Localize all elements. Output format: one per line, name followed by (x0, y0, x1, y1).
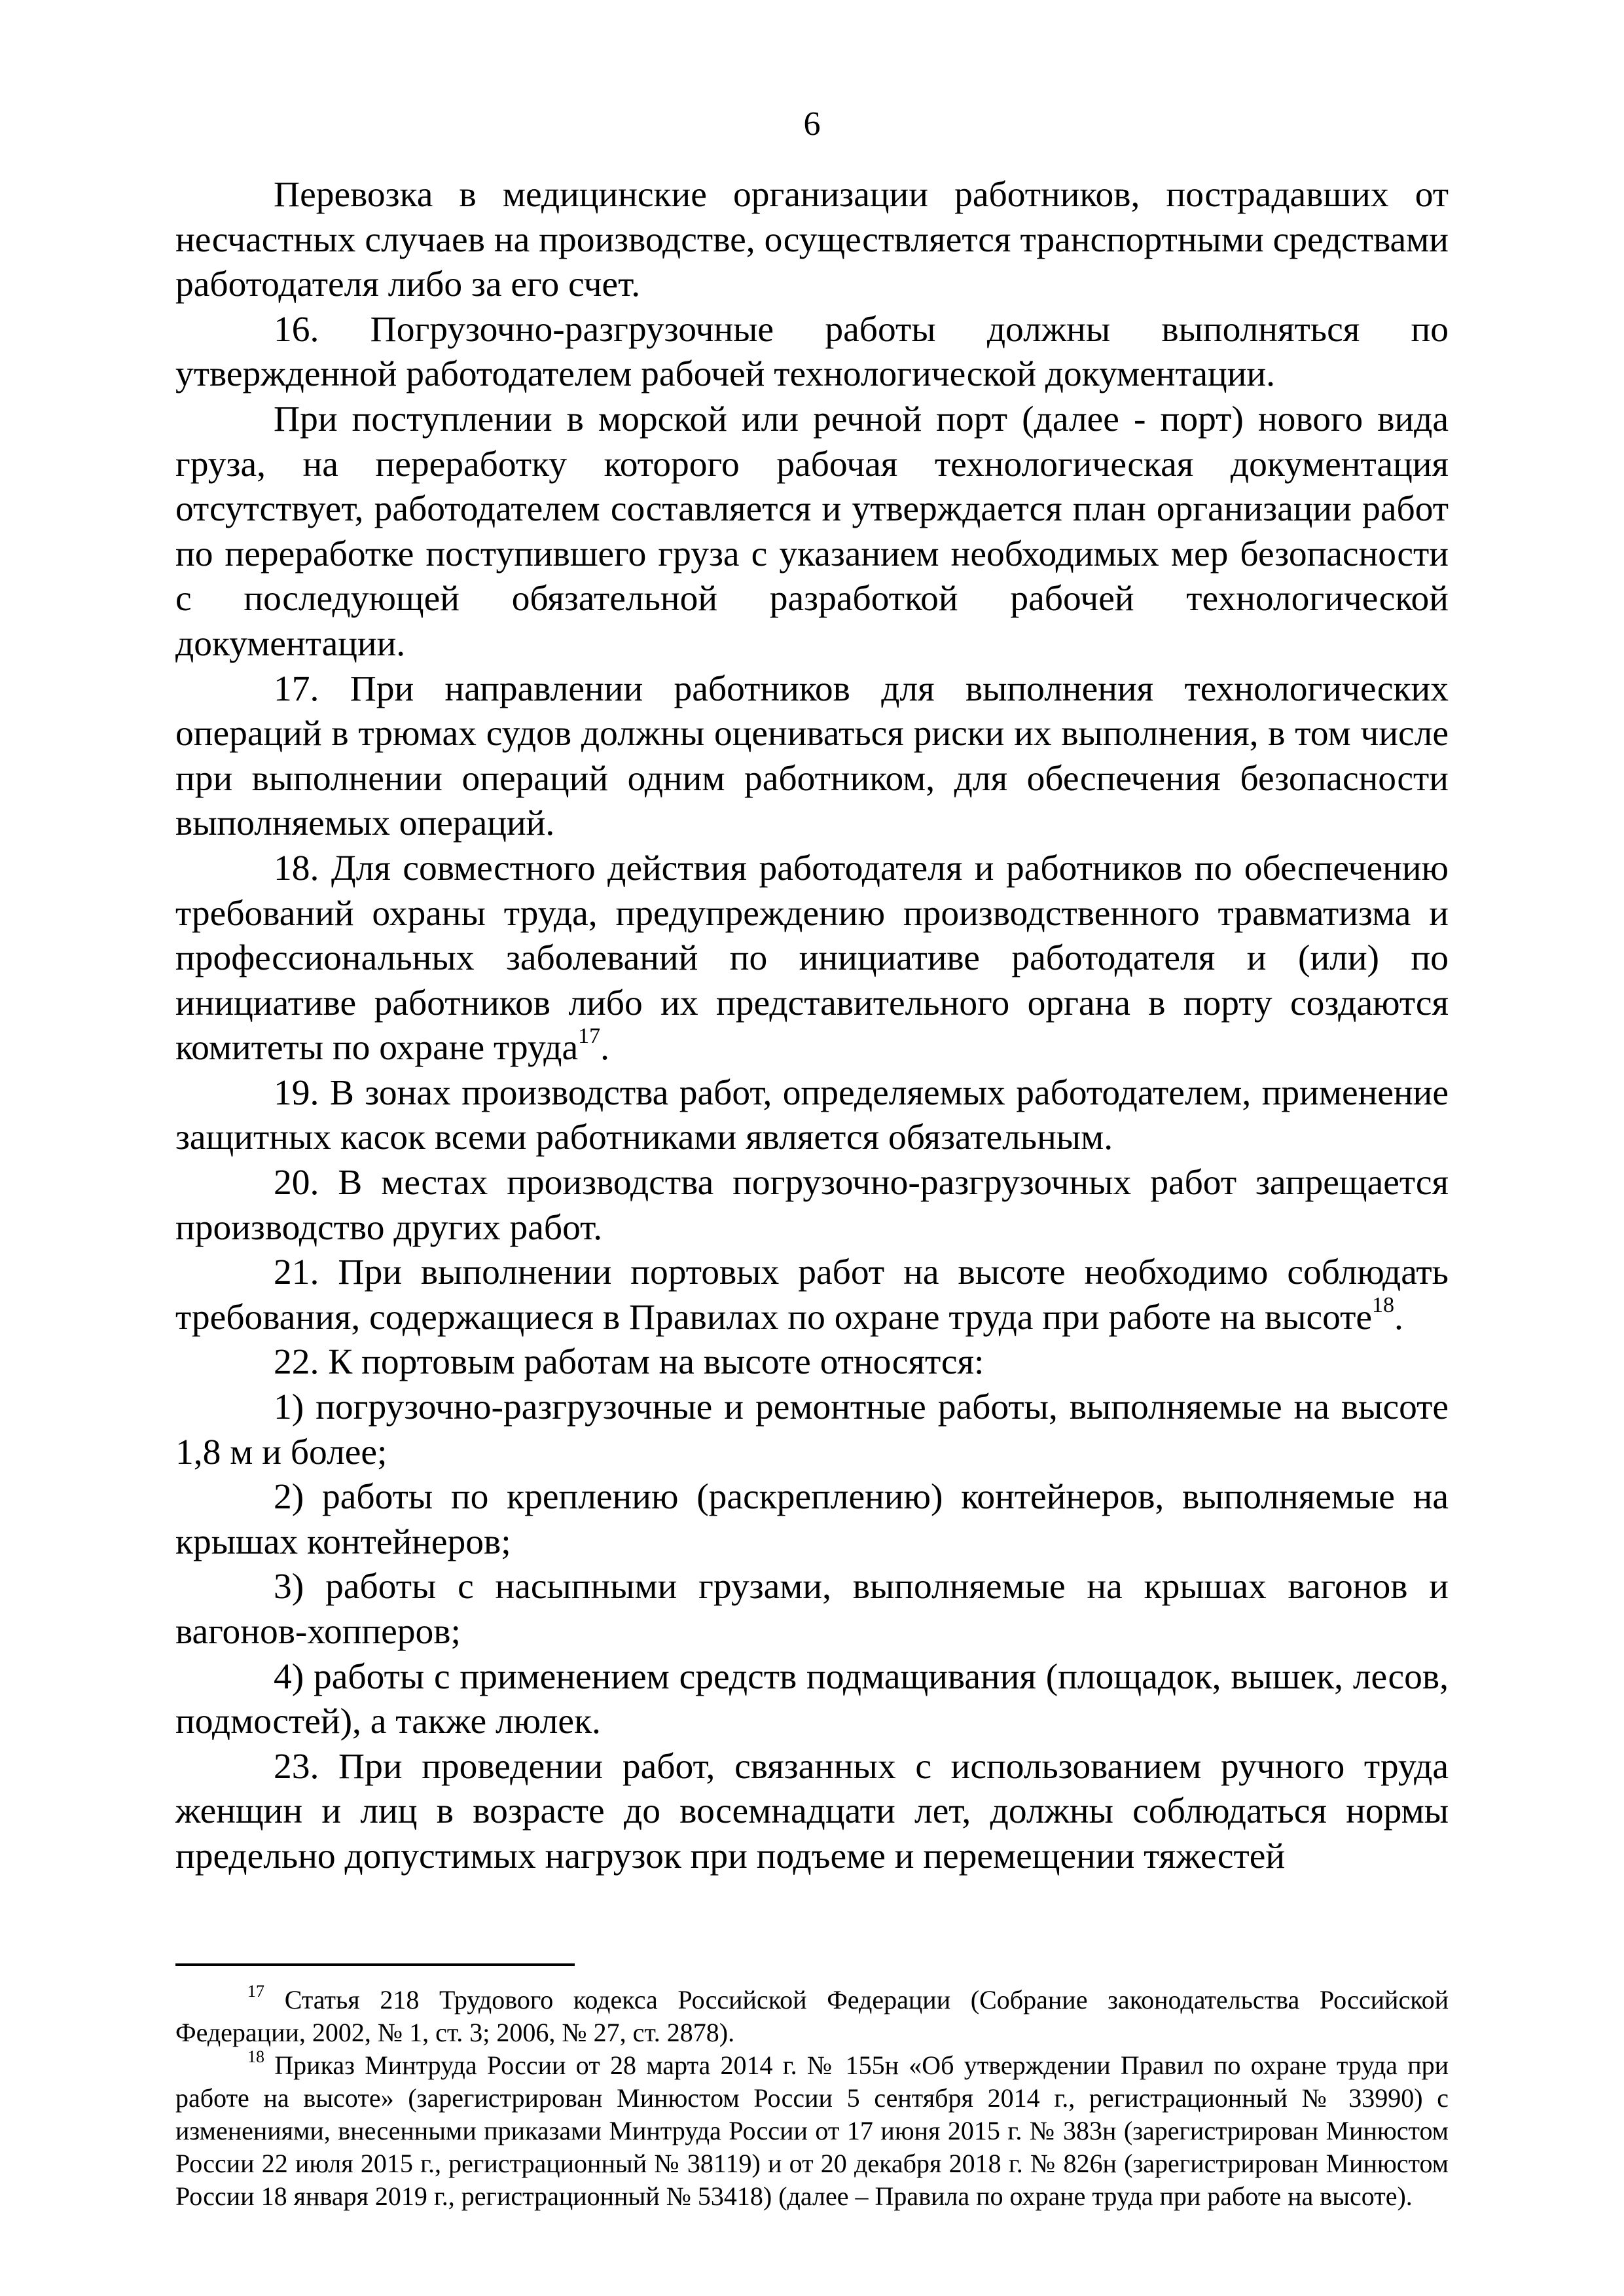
footnote-ref-17[interactable]: 17 (578, 1023, 601, 1048)
paragraph-19: 19. В зонах производства работ, определяемых работодателем, применение защитных касок всеми работниками является обязательным. (175, 1072, 1449, 1158)
footnote-18: $^{18}$ Приказ Минтруда России от 28 марта 2014 г. № 155н «Об утверждении Правил по охране труда при работе на высоте» (зарегистрирован Минюстом России 5 сентября 2014 г., регистрационный № 33990) с изменениями, внесенными приказами Минтруда России от 17 июня 2015 г. № 383н (зарегистрирован Минюстом России 22 июля 2015 г., регистрационный № 38119) и от 20 декабря 2018 г. № 826н (зарегистрирован Минюстом России 18 января 2019 г., регистрационный № 53418) (далее – Правила по охране труда при работе на высоте). (175, 2047, 1449, 2211)
list-item: 2) работы по креплению (раскреплению) контейнеров, выполняемые на крышах контейнеров; (175, 1477, 1449, 1562)
footnote-17: $^{17}$ Статья 218 Трудового кодекса Российской Федерации (Собрание законодательства Российской Федерации, 2002, № 1, ст. 3; 2006, № 27, ст. 2878). (175, 1981, 1449, 2047)
footnotes (175, 1981, 1449, 2213)
paragraph-21: 21. При выполнении портовых работ на высоте необходимо соблюдать требования, содержащиеся в Правилах по охране труда при работе на высоте$^{18}$. (175, 1252, 1449, 1338)
footnote-number: 17 (247, 1981, 264, 2001)
paragraph-17: 17. При направлении работников для выполнения технологических операций в трюмах судов должны оцениваться риски их выполнения, в том числе при выполнении операций одним работником, для обеспечения безопасности выполняемых операций. (175, 668, 1449, 844)
paragraph: При поступлении в морской или речной порт (далее - порт) нового вида груза, на переработку которого рабочая технологическая документация отсутствует, работодателем составляется и утверждается план организации работ по переработке поступившего груза с указанием необходимых мер безопасности с последующей обязательной разработкой рабочей технологической документации. (175, 399, 1449, 664)
main-text (175, 173, 1449, 1880)
list-item: 4) работы с применением средств подмащивания (площадок, вышек, лесов, подмостей), а также люлек. (175, 1656, 1449, 1742)
list-item: 3) работы с насыпными грузами, выполняемые на крышах вагонов и вагонов-хопперов; (175, 1567, 1449, 1652)
paragraph-20: 20. В местах производства погрузочно-разгрузочных работ запрещается производство других работ. (175, 1163, 1449, 1248)
footnote-ref-18[interactable]: 18 (1372, 1293, 1395, 1318)
paragraph-18: 18. Для совместного действия работодателя и работников по обеспечению требований охраны труда, предупреждению производственного травматизма и профессиональных заболеваний по инициативе работодателя и (или) по инициативе работников либо их представительного органа в порту создаются комитеты по охране труда$^{17}$. (175, 848, 1449, 1068)
paragraph-23: 23. При проведении работ, связанных с использованием ручного труда женщин и лиц в возрасте до восемнадцати лет, должны соблюдаться нормы предельно допустимых нагрузок при подъеме и перемещении тяжестей (175, 1746, 1449, 1876)
footnote-number: 18 (247, 2047, 264, 2066)
paragraph-16: 16. Погрузочно-разгрузочные работы должны выполняться по утвержденной работодателем рабочей технологической документации. (175, 309, 1449, 395)
page-number: 6 (803, 105, 821, 143)
list-item: 1) погрузочно-разгрузочные и ремонтные работы, выполняемые на высоте 1,8 м и более; (175, 1387, 1449, 1472)
paragraph-22: 22. К портовым работам на высоте относятся: (274, 1342, 984, 1383)
paragraph: Перевозка в медицинские организации работников, пострадавших от несчастных случаев на производстве, осуществляется транспортными средствами работодателя либо за его счет. (175, 175, 1449, 305)
footnote-divider (175, 1963, 575, 1966)
